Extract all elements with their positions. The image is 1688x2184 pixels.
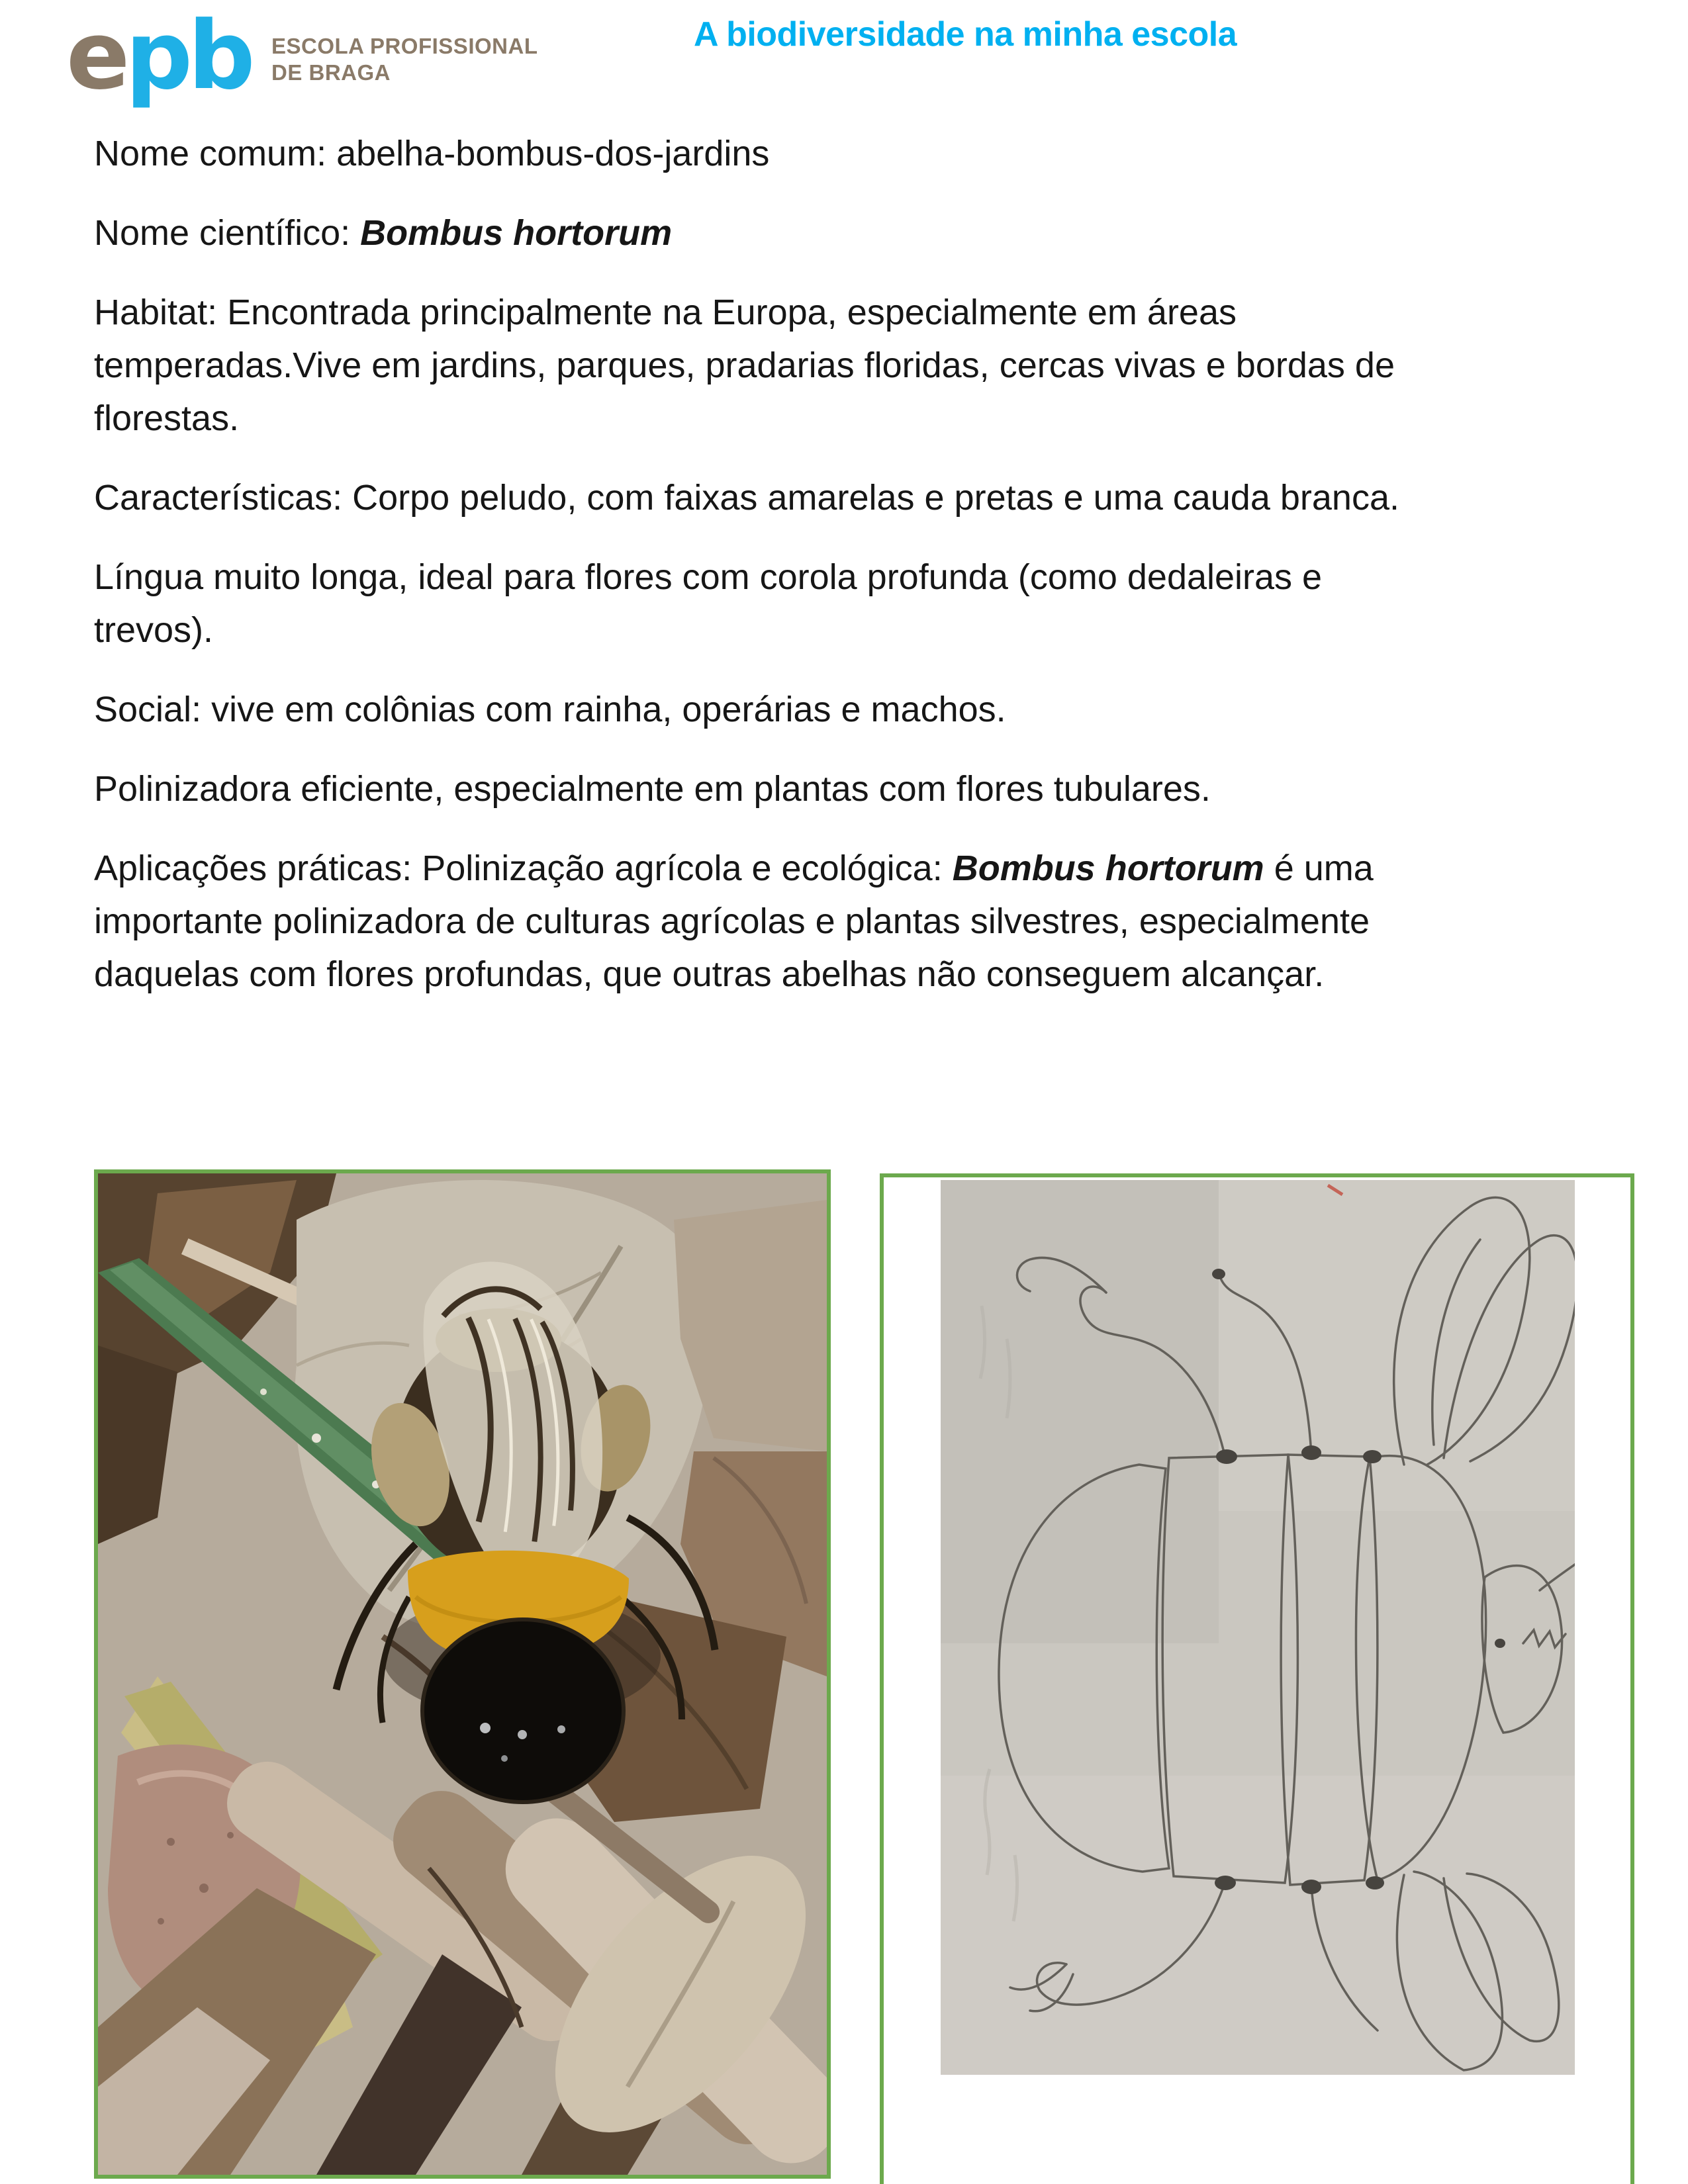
logo-school-name-line2: DE BRAGA (271, 60, 391, 85)
body-text: Polinizadora eficiente, especialmente em plantas com flores tubulares. (94, 769, 1211, 809)
body-text: Língua muito longa, ideal para flores com corola profunda (como dedaleiras e (94, 557, 1323, 597)
paragraph (94, 762, 1656, 815)
body-text: é uma (1264, 848, 1374, 888)
logo-school-name-line1: ESCOLA PROFISSIONAL (271, 34, 538, 58)
scientific-name: Bombus hortorum (952, 848, 1264, 888)
body-text: importante polinizadora de culturas agrícolas e plantas silvestres, especialmente (94, 901, 1370, 941)
page-title: A biodiversidade na minha escola (694, 15, 1237, 54)
text-block (94, 127, 1656, 1027)
bumblebee-photo-figure (94, 1169, 831, 2179)
body-text: daquelas com flores profundas, que outras abelhas não conseguem alcançar. (94, 954, 1325, 994)
bee-pencil-drawing (941, 1180, 1575, 2075)
paragraph (94, 471, 1656, 524)
logo-letter: e (66, 1, 126, 111)
logo-letters (66, 1, 251, 111)
body-text: Habitat: Encontrada principalmente na Europa, especialmente em áreas (94, 293, 1237, 332)
body-text: Nome científico: (94, 213, 361, 253)
body-text: florestas. (94, 398, 240, 438)
bee-drawing-figure (880, 1173, 1634, 2184)
paragraph (94, 683, 1656, 736)
logo-letter: b (187, 1, 251, 111)
logo-letter: p (125, 1, 188, 111)
body-text: trevos). (94, 610, 214, 650)
epb-logo (66, 1, 251, 111)
paragraph (94, 127, 1656, 180)
body-text: Características: Corpo peludo, com faixas amarelas e pretas e uma cauda branca. (94, 478, 1399, 518)
body-text: Nome comum: abelha-bombus-dos-jardins (94, 134, 770, 173)
bumblebee-photo (98, 1173, 827, 2175)
paragraph (94, 842, 1656, 1001)
paragraph (94, 551, 1656, 657)
scientific-name: Bombus hortorum (360, 213, 673, 253)
paragraph (94, 286, 1656, 445)
logo-school-name (271, 33, 538, 86)
body-text: Aplicações práticas: Polinização agrícola e ecológica: (94, 848, 953, 888)
body-text: temperadas.Vive em jardins, parques, pradarias floridas, cercas vivas e bordas de (94, 345, 1395, 385)
body-text: Social: vive em colônias com rainha, operárias e machos. (94, 690, 1006, 729)
paragraph (94, 206, 1656, 259)
